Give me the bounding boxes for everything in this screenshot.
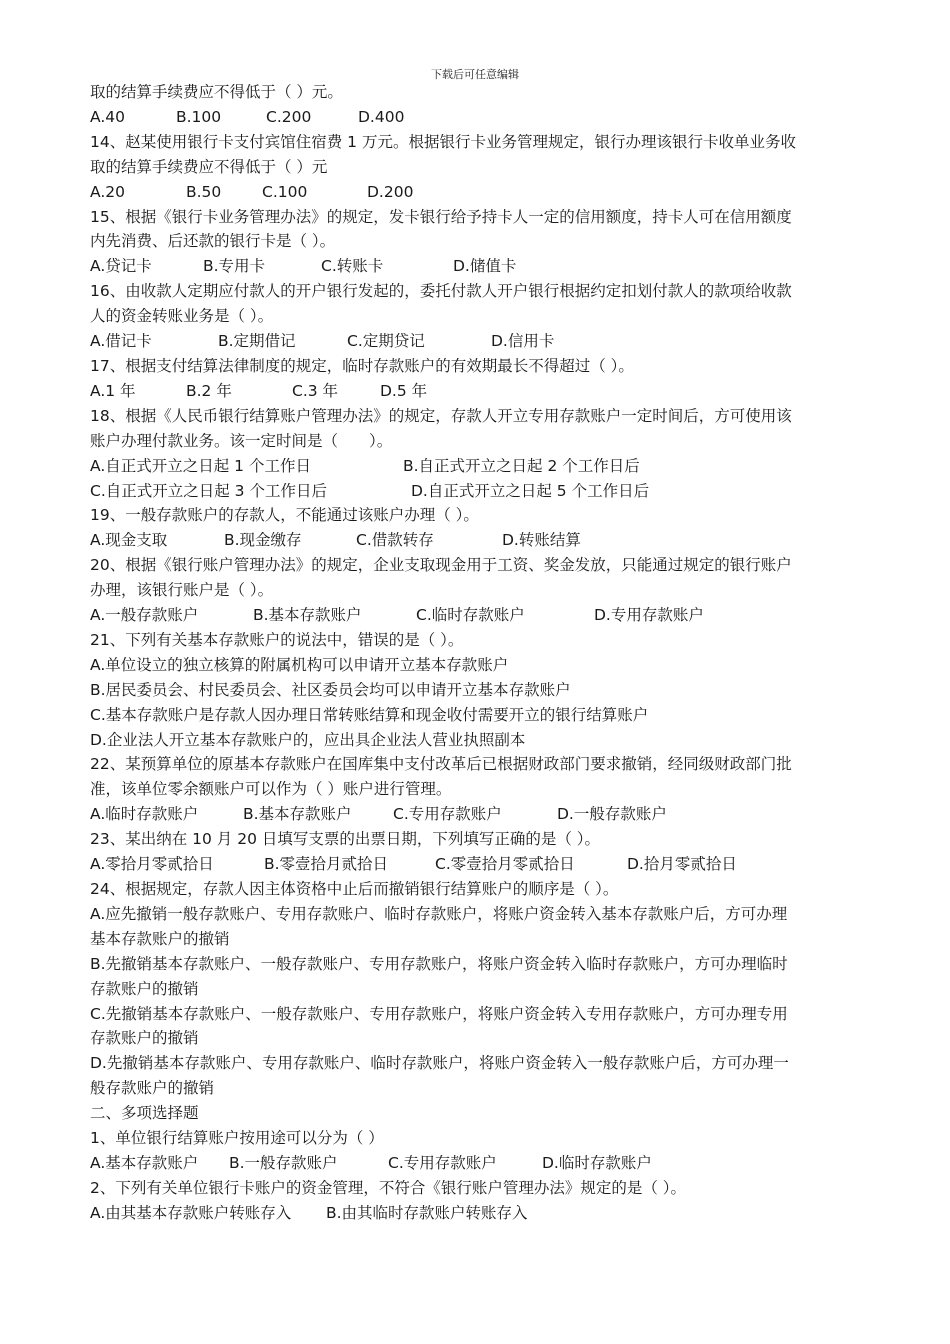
text-line: 办理，该银行账户是（ ）。 [90, 581, 274, 600]
option-item: D.信用卡 [491, 332, 555, 351]
text-line: 存款账户的撤销 [90, 979, 199, 998]
option-item: B.专用卡 [203, 257, 266, 276]
text-line: 22、某预算单位的原基本存款账户在国库集中支付改革后已根据财政部门要求撤销，经同级财政部门批 [90, 755, 792, 774]
text-line: C.基本存款账户是存款人因办理日常转账结算和现金收付需要开立的银行结算账户 [90, 705, 649, 724]
text-line: 准，该单位零余额账户可以作为（ ）账户进行管理。 [90, 780, 452, 799]
option-item: A.零拾月零贰拾日 [90, 855, 214, 874]
text-line: 般存款账户的撤销 [90, 1079, 215, 1098]
text-line: A.单位设立的独立核算的附属机构可以申请开立基本存款账户 [90, 655, 509, 674]
option-row [90, 454, 855, 479]
option-row [90, 852, 855, 877]
option-item: B.一般存款账户 [229, 1153, 338, 1172]
text-line: 17、根据支付结算法律制度的规定，临时存款账户的有效期最长不得超过（ ）。 [90, 356, 634, 375]
text-line: 15、根据《银行卡业务管理办法》的规定，发卡银行给予持卡人一定的信用额度，持卡人可在信用额度 [90, 207, 792, 226]
option-item: A.1 年 [90, 381, 136, 400]
text-line: 2、下列有关单位银行卡账户的资金管理，不符合《银行账户管理办法》规定的是（ ）。 [90, 1178, 687, 1197]
option-item: D.200 [367, 182, 414, 201]
text-line: B.居民委员会、村民委员会、社区委员会均可以申请开立基本存款账户 [90, 680, 571, 699]
option-row [90, 528, 855, 553]
option-item: B.基本存款账户 [253, 606, 362, 625]
option-item: D.自正式开立之日起 5 个工作日后 [411, 481, 650, 500]
page-header: 下载后可任意编辑 [431, 68, 519, 81]
text-line: 20、根据《银行账户管理办法》的规定，企业支取现金用于工资、奖金发放，只能通过规定的银行账户 [90, 556, 792, 575]
option-item: C.零壹拾月零贰拾日 [435, 855, 575, 874]
option-item: A.自正式开立之日起 1 个工作日 [90, 456, 311, 475]
text-line: 24、根据规定，存款人因主体资格中止后而撤销银行结算账户的顺序是（ ）。 [90, 880, 619, 898]
option-item: A.临时存款账户 [90, 805, 199, 824]
option-row [90, 1201, 855, 1226]
option-item: B.自正式开立之日起 2 个工作日后 [403, 456, 640, 475]
option-item: B.现金缴存 [224, 531, 302, 550]
option-row [90, 603, 855, 628]
document-body [90, 80, 855, 1226]
text-line: 取的结算手续费应不得低于（ ）元 [90, 157, 328, 176]
option-item: D.400 [358, 107, 405, 126]
text-line: 二、多项选择题 [90, 1104, 199, 1123]
option-item: C.专用存款账户 [393, 805, 502, 824]
text-line: 取的结算手续费应不得低于（ ）元。 [90, 83, 343, 101]
text-line: 内先消费、后还款的银行卡是（ ）。 [90, 232, 336, 251]
option-item: C.200 [266, 107, 312, 126]
text-line: D.先撤销基本存款账户、专用存款账户、临时存款账户，将账户资金转入一般存款账户后，方可办理一 [90, 1054, 789, 1073]
option-item: A.借记卡 [90, 332, 152, 351]
option-item: D.拾月零贰拾日 [627, 855, 737, 874]
text-line: 16、由收款人定期应付款人的开户银行发起的，委托付款人开户银行根据约定扣划付款人的款项给收款 [90, 282, 792, 301]
option-item: A.一般存款账户 [90, 606, 199, 625]
option-item: B.零壹拾月贰拾日 [264, 855, 389, 874]
text-line: 存款账户的撤销 [90, 1029, 199, 1048]
option-item: C.3 年 [292, 381, 339, 400]
option-item: D.一般存款账户 [557, 805, 667, 824]
option-item: C.专用存款账户 [388, 1153, 497, 1172]
text-line: B.先撤销基本存款账户、一般存款账户、专用存款账户，将账户资金转入临时存款账户，方可办理临时 [90, 954, 788, 973]
option-item: D.临时存款账户 [542, 1153, 652, 1172]
option-item: A.贷记卡 [90, 257, 152, 276]
text-line: 19、一般存款账户的存款人，不能通过该账户办理（ ）。 [90, 506, 479, 525]
option-item: A.现金支取 [90, 531, 168, 550]
option-item: B.定期借记 [218, 332, 296, 351]
text-line: D.企业法人开立基本存款账户的，应出具企业法人营业执照副本 [90, 730, 526, 749]
text-line: 18、根据《人民币银行结算账户管理办法》的规定，存款人开立专用存款账户一定时间后，方可使用该 [90, 406, 792, 425]
option-item: D.转账结算 [502, 531, 581, 550]
option-row [90, 105, 855, 130]
option-item: D.储值卡 [453, 257, 517, 276]
option-item: A.由其基本存款账户转账存入 [90, 1203, 292, 1222]
text-line: 14、赵某使用银行卡支付宾馆住宿费 1 万元。根据银行卡业务管理规定，银行办理该银行卡收单业务收 [90, 132, 796, 151]
option-item: C.100 [262, 182, 308, 201]
option-item: C.转账卡 [321, 257, 384, 276]
option-item: B.基本存款账户 [243, 805, 352, 824]
option-item: B.2 年 [186, 381, 232, 400]
text-line: 23、某出纳在 10 月 20 日填写支票的出票日期，下列填写正确的是（ ）。 [90, 830, 601, 849]
option-item: C.借款转存 [356, 531, 434, 550]
option-row [90, 254, 855, 279]
text-line: 人的资金转账业务是（ ）。 [90, 307, 274, 326]
option-row [90, 329, 855, 354]
option-item: A.基本存款账户 [90, 1153, 199, 1172]
option-item: B.100 [176, 107, 222, 126]
option-item: D.5 年 [380, 381, 428, 400]
option-row [90, 379, 855, 404]
text-line: A.应先撤销一般存款账户、专用存款账户、临时存款账户，将账户资金转入基本存款账户后，方可办理 [90, 904, 788, 923]
option-row [90, 1151, 855, 1176]
text-line: 21、下列有关基本存款账户的说法中，错误的是（ ）。 [90, 630, 464, 649]
option-item: A.40 [90, 107, 125, 126]
option-item: D.专用存款账户 [594, 606, 704, 625]
text-line: 1、单位银行结算账户按用途可以分为（ ） [90, 1129, 384, 1148]
option-row [90, 802, 855, 827]
option-item: A.20 [90, 182, 125, 201]
option-item: C.自正式开立之日起 3 个工作日后 [90, 481, 327, 500]
option-row [90, 479, 855, 504]
option-item: B.由其临时存款账户转账存入 [326, 1203, 528, 1222]
text-line: C.先撤销基本存款账户、一般存款账户、专用存款账户，将账户资金转入专用存款账户，方可办理专用 [90, 1004, 788, 1023]
option-item: C.定期贷记 [347, 332, 425, 351]
option-item: C.临时存款账户 [416, 606, 525, 625]
option-item: B.50 [186, 182, 222, 201]
text-line: 基本存款账户的撤销 [90, 929, 230, 948]
option-row [90, 180, 855, 205]
text-line: 账户办理付款业务。该一定时间是（ ）。 [90, 431, 393, 450]
